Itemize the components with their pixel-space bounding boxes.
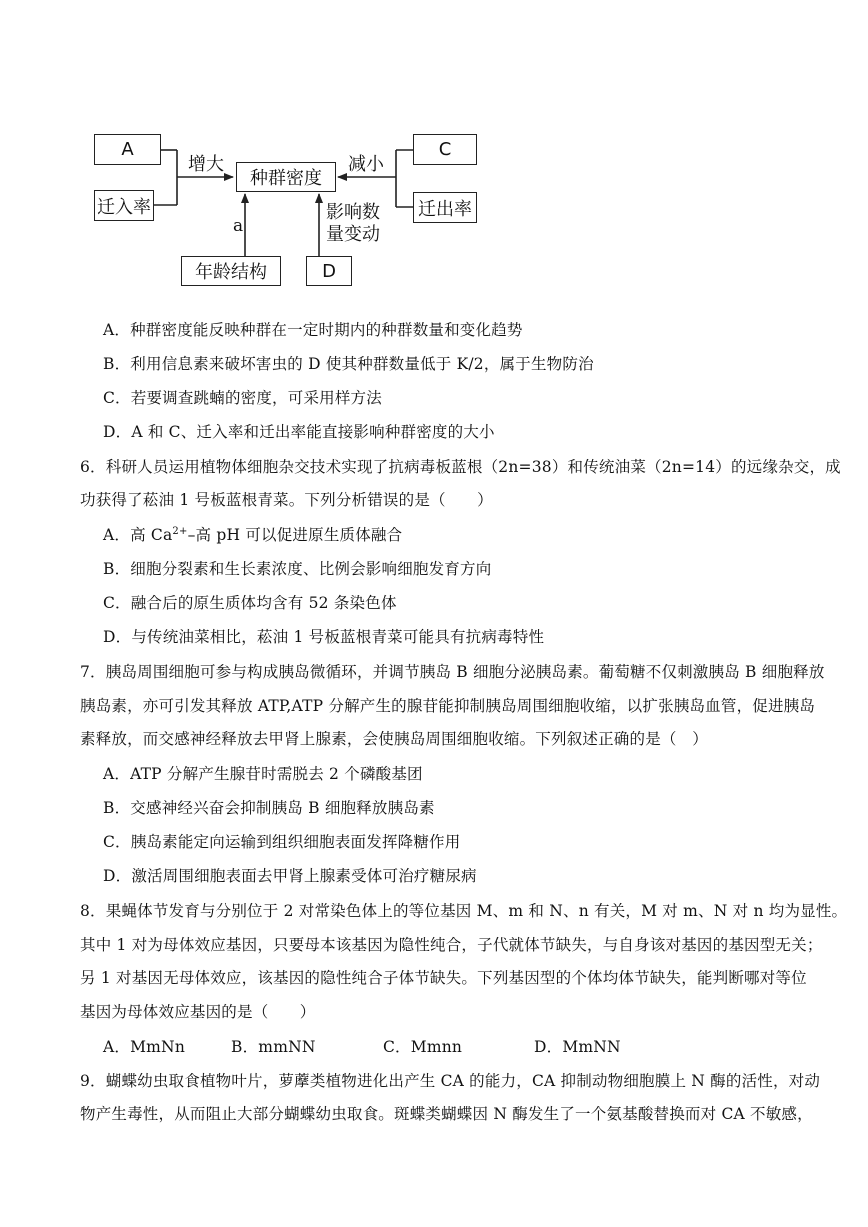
q8-stem-line1: 8．果蝇体节发育与分别位于 2 对常染色体上的等位基因 M、m 和 N、n 有关，M 对 m、N 对 n 均为显性。 (80, 902, 848, 920)
label-increase: 增大 (188, 154, 224, 175)
q8-stem-line4: 基因为母体效应基因的是（ ） (80, 1003, 316, 1021)
q7-stem-line3: 素释放，而交感神经释放去甲肾上腺素，会使胰岛周围细胞收缩。下列叙述正确的是（ ） (80, 730, 709, 748)
q6-stem-line1: 6．科研人员运用植物体细胞杂交技术实现了抗病毒板蓝根（2n=38）和传统油菜（2n=14）的远缘杂交，成 (80, 458, 841, 476)
q7-option-c: C．胰岛素能定向运输到组织细胞表面发挥降糖作用 (103, 833, 461, 851)
q6-option-c: C．融合后的原生质体均含有 52 条染色体 (103, 594, 397, 612)
q6-option-a (103, 523, 402, 545)
label-influence (326, 202, 380, 246)
label-decrease: 减小 (348, 154, 384, 175)
q9-stem-line1: 9．蝴蝶幼虫取食植物叶片，萝藦类植物进化出产生 CA 的能力，CA 抑制动物细胞膜上 N 酶的活性，对动 (80, 1072, 821, 1090)
q6-option-a-sup: 2+ (172, 525, 188, 537)
q5-option-d: D．A 和 C、迁入率和迁出率能直接影响种群密度的大小 (103, 423, 495, 441)
box-age-structure: 年龄结构 (181, 256, 281, 286)
q6-option-b: B．细胞分裂素和生长素浓度、比例会影响细胞发育方向 (103, 560, 492, 578)
q8-option-d: D．MmNN (534, 1038, 621, 1056)
box-a: A (94, 134, 161, 165)
q9-stem-line2: 物产生毒性，从而阻止大部分蝴蝶幼虫取食。斑蝶类蝴蝶因 N 酶发生了一个氨基酸替换而对 CA 不敏感， (80, 1105, 813, 1123)
q7-stem-line1: 7．胰岛周围细胞可参与构成胰岛微循环，并调节胰岛 B 细胞分泌胰岛素。葡萄糖不仅刺激胰岛 B 细胞释放 (80, 663, 825, 681)
q8-option-c: C．Mmnn (383, 1038, 463, 1056)
q6-option-a-post: –高 pH 可以促进原生质体融合 (187, 526, 403, 544)
q5-option-b: B．利用信息素来破坏害虫的 D 使其种群数量低于 K/2，属于生物防治 (103, 355, 594, 373)
box-emigration-rate: 迁出率 (413, 192, 477, 223)
q8-stem-line2: 其中 1 对为母体效应基因，只要母本该基因为隐性纯合，子代就体节缺失，与自身该对基因的基因型无关； (80, 936, 823, 954)
q5-option-c: C．若要调查跳蝻的密度，可采用样方法 (103, 389, 382, 407)
box-d: D (306, 256, 352, 286)
q7-option-d: D．激活周围细胞表面去甲肾上腺素受体可治疗糖尿病 (103, 867, 477, 885)
label-a: a (233, 216, 244, 236)
q7-option-a: A．ATP 分解产生腺苷时需脱去 2 个磷酸基团 (103, 765, 423, 783)
q6-option-d: D．与传统油菜相比，菘油 1 号板蓝根青菜可能具有抗病毒特性 (103, 628, 545, 646)
q5-option-a: A．种群密度能反映种群在一定时期内的种群数量和变化趋势 (103, 321, 523, 339)
q8-option-b: B．mmNN (231, 1038, 316, 1056)
population-density-diagram (0, 0, 868, 300)
q8-option-a: A．MmNn (103, 1038, 186, 1056)
box-population-density: 种群密度 (236, 162, 336, 192)
label-influence-line2: 量变动 (326, 224, 380, 245)
q7-option-b: B．交感神经兴奋会抑制胰岛 B 细胞释放胰岛素 (103, 799, 435, 817)
q8-stem-line3: 另 1 对基因无母体效应，该基因的隐性纯合子体节缺失。下列基因型的个体均体节缺失，能判断哪对等位 (80, 969, 807, 987)
box-c: C (413, 134, 477, 165)
q6-stem-line2: 功获得了菘油 1 号板蓝根青菜。下列分析错误的是（ ） (80, 491, 493, 509)
label-influence-line1: 影响数 (326, 202, 380, 223)
q6-option-a-pre: A．高 Ca (103, 526, 173, 544)
q7-stem-line2: 胰岛素，亦可引发其释放 ATP,ATP 分解产生的腺苷能抑制胰岛周围细胞收缩，以扩张胰岛血管，促进胰岛 (80, 697, 816, 715)
box-immigration-rate: 迁入率 (94, 190, 154, 221)
